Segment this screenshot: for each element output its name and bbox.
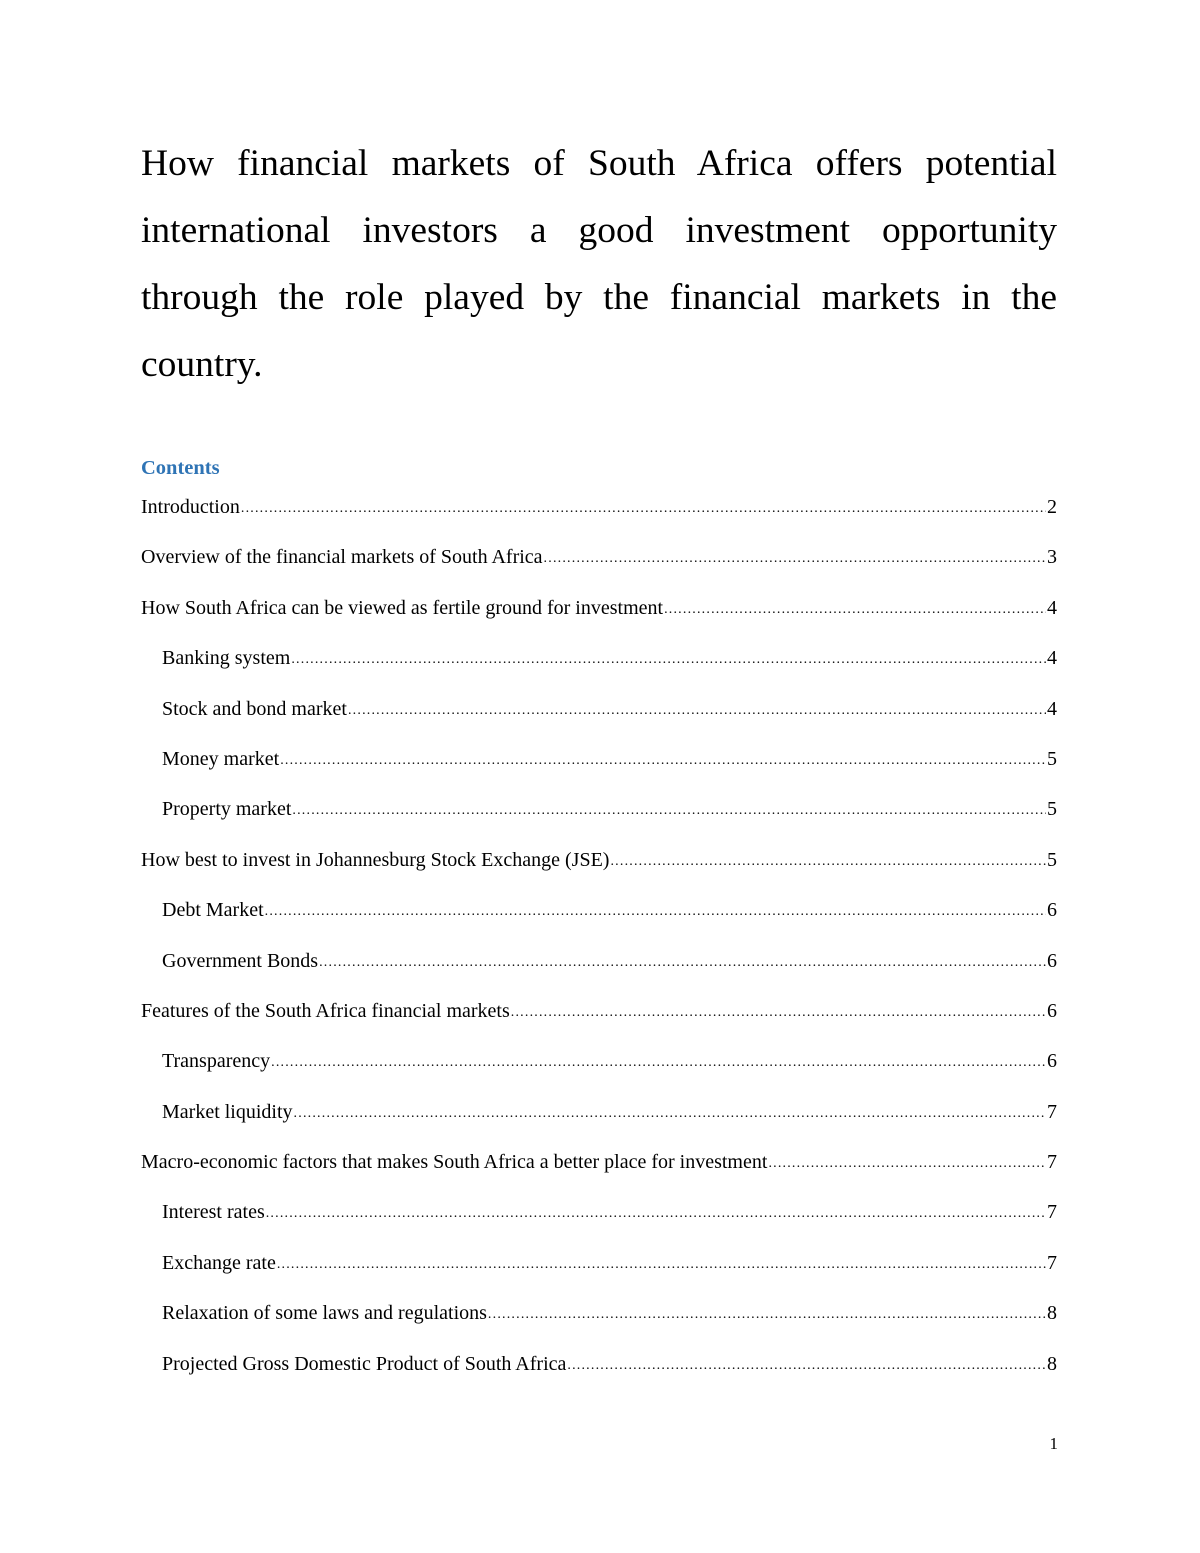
toc-dot-leader [511,997,1046,1026]
toc-entry-debt-market[interactable] [141,897,1057,947]
toc-entry-banking-system[interactable] [141,645,1057,695]
toc-entry-page: 5 [1047,848,1057,871]
toc-entry-label: How best to invest in Johannesburg Stock Exchange (JSE) [141,848,610,871]
toc-entry-label: Money market [162,747,280,770]
toc-entry-page: 6 [1047,899,1057,922]
toc-entry-label: Interest rates [162,1201,265,1224]
toc-dot-leader [348,695,1046,724]
page-number: 1 [1049,1434,1058,1453]
toc-entry-page: 8 [1047,1352,1057,1375]
toc-entry-page: 6 [1047,949,1057,972]
toc-entry-label: How South Africa can be viewed as fertile ground for investment [141,596,664,619]
toc-dot-leader [292,795,1046,824]
toc-entry-label: Transparency [162,1050,271,1073]
document-title: How financial markets of South Africa offers potential international investors a good investment opportunity through the role played by the financial markets in the country. [141,143,1057,385]
toc-entry-page: 4 [1047,596,1057,619]
toc-dot-leader [488,1299,1046,1328]
toc-entry-label: Stock and bond market [162,697,347,720]
toc-entry-page: 6 [1047,1050,1057,1073]
toc-entry-page: 6 [1047,999,1057,1022]
toc-entry-label: Exchange rate [162,1251,276,1274]
toc-dot-leader [610,846,1046,875]
toc-dot-leader [280,745,1046,774]
toc-entry-page: 7 [1047,1201,1057,1224]
toc-entry-label: Features of the South Africa financial markets [141,999,510,1022]
toc-entry-page: 3 [1047,546,1057,569]
toc-entry-page: 7 [1047,1251,1057,1274]
toc-entry-label: Relaxation of some laws and regulations [162,1302,487,1325]
toc-entry-label: Overview of the financial markets of South Africa [141,546,543,569]
toc-entry-stock-bond-market[interactable] [141,696,1057,746]
toc-entry-label: Government Bonds [162,949,319,972]
toc-entry-page: 8 [1047,1302,1057,1325]
toc-entry-fertile-ground[interactable] [141,595,1057,645]
toc-entry-overview[interactable] [141,544,1057,594]
toc-dot-leader [241,493,1046,522]
toc-entry-label: Macro-economic factors that makes South Africa a better place for investment [141,1151,768,1174]
toc-heading: Contents [141,457,220,479]
toc-dot-leader [266,1198,1046,1227]
toc-entry-exchange-rate[interactable] [141,1250,1057,1300]
toc-entry-government-bonds[interactable] [141,948,1057,998]
toc-entry-label: Property market [162,798,292,821]
toc-entry-features[interactable] [141,998,1057,1048]
toc-entry-interest-rates[interactable] [141,1199,1057,1249]
toc-entry-macro-economic-factors[interactable] [141,1149,1057,1199]
toc-entry-introduction[interactable] [141,494,1057,544]
toc-entry-page: 2 [1047,496,1057,518]
toc-dot-leader [544,543,1046,572]
toc-entry-invest-jse[interactable] [141,847,1057,897]
toc-entry-transparency[interactable] [141,1048,1057,1098]
toc-entry-page: 7 [1047,1100,1057,1123]
toc-entry-page: 5 [1047,747,1057,770]
toc-dot-leader [768,1148,1046,1177]
toc-entry-money-market[interactable] [141,746,1057,796]
toc-entry-label: Market liquidity [162,1100,293,1123]
toc-dot-leader [271,1047,1046,1076]
toc-dot-leader [664,594,1046,623]
toc-dot-leader [567,1350,1046,1379]
toc-entry-market-liquidity[interactable] [141,1099,1057,1149]
toc-dot-leader [277,1249,1046,1278]
toc-entry-property-market[interactable] [141,796,1057,846]
table-of-contents [141,494,1057,1401]
toc-entry-label: Debt Market [162,899,264,922]
toc-entry-page: 7 [1047,1151,1057,1174]
toc-dot-leader [319,947,1046,976]
toc-entry-label: Introduction [141,496,240,518]
toc-dot-leader [291,644,1046,673]
toc-dot-leader [265,896,1046,925]
toc-dot-leader [294,1098,1046,1127]
toc-entry-page: 4 [1047,697,1057,720]
toc-entry-projected-gdp[interactable] [141,1351,1057,1401]
toc-entry-relaxation-laws[interactable] [141,1300,1057,1350]
toc-entry-label: Banking system [162,647,291,670]
toc-entry-label: Projected Gross Domestic Product of South Africa [162,1352,567,1375]
toc-entry-page: 4 [1047,647,1057,670]
toc-entry-page: 5 [1047,798,1057,821]
